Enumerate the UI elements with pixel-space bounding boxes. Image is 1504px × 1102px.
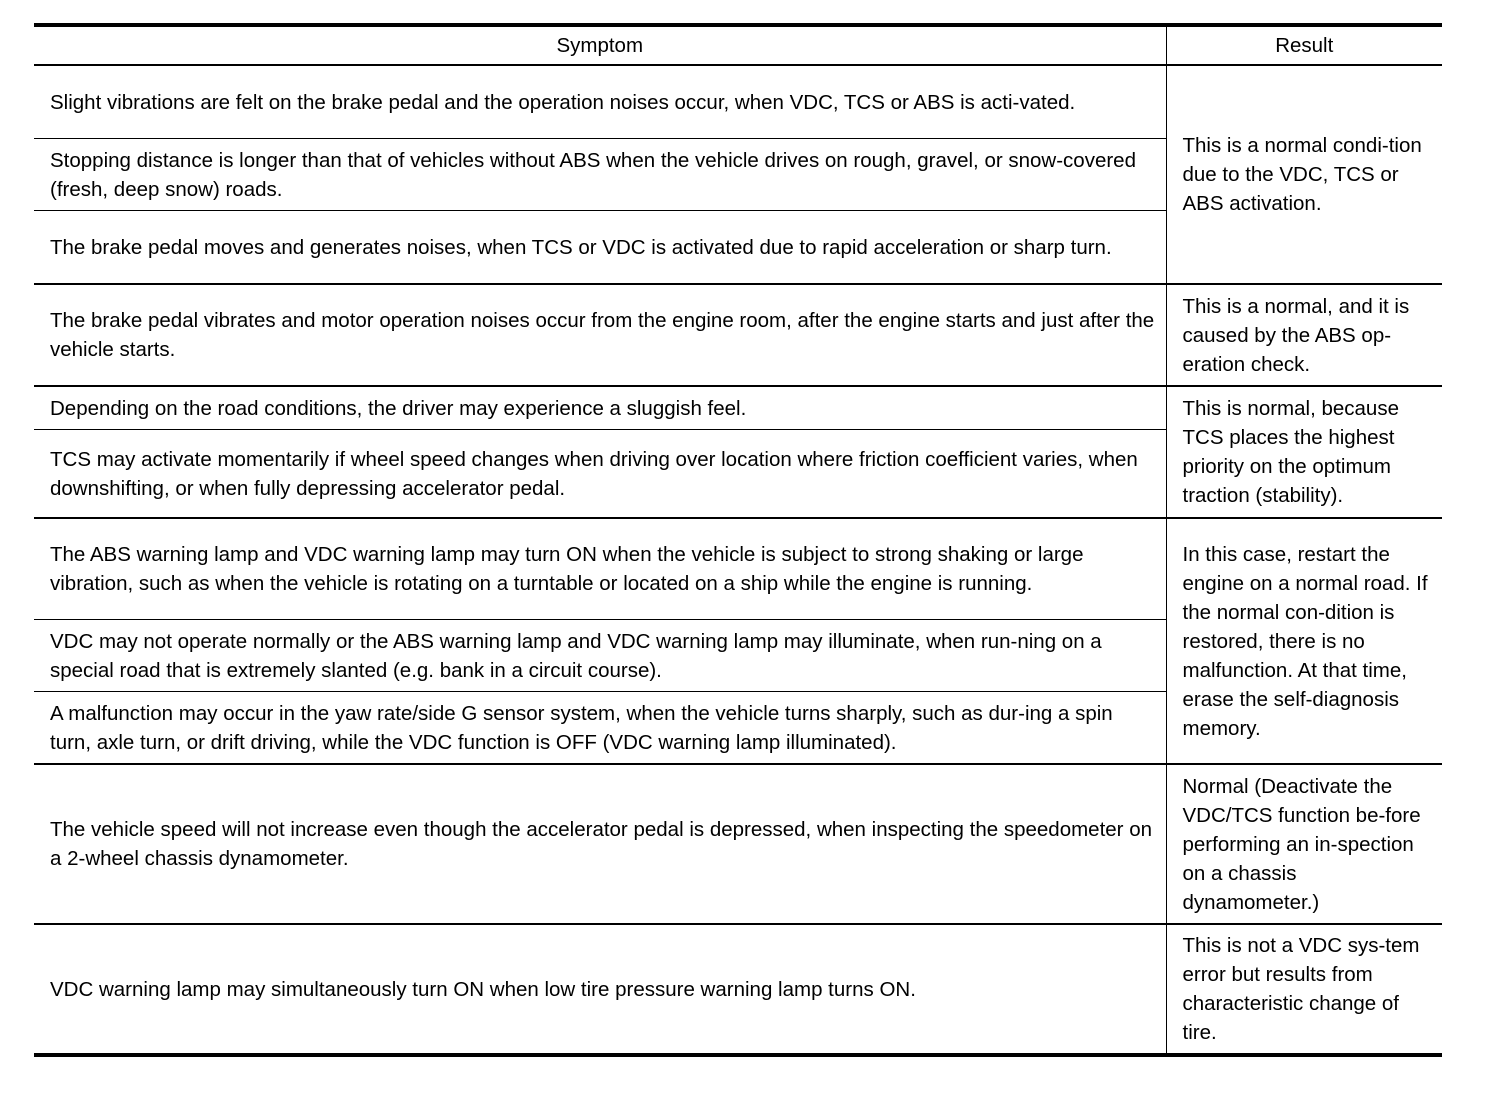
symptom-cell: Depending on the road conditions, the driver may experience a sluggish feel. bbox=[34, 386, 1166, 430]
symptom-cell: VDC may not operate normally or the ABS warning lamp and VDC warning lamp may illuminate, when run-ning on a special road that is extremely slanted (e.g. bank in a circuit course). bbox=[34, 620, 1166, 692]
result-cell: This is not a VDC sys-tem error but results from characteristic change of tire. bbox=[1166, 924, 1442, 1055]
symptom-cell: TCS may activate momentarily if wheel speed changes when driving over location where friction coefficient varies, when downshifting, or when fully depressing accelerator pedal. bbox=[34, 430, 1166, 519]
table-header-row bbox=[34, 25, 1442, 65]
symptom-cell: The ABS warning lamp and VDC warning lamp may turn ON when the vehicle is subject to strong shaking or large vibration, such as when the vehicle is rotating on a turntable or located on a ship while the engine is running. bbox=[34, 518, 1166, 620]
symptom-cell: VDC warning lamp may simultaneously turn ON when low tire pressure warning lamp turns ON. bbox=[34, 924, 1166, 1055]
result-cell: Normal (Deactivate the VDC/TCS function be-fore performing an in-spection on a chassis dynamometer.) bbox=[1166, 764, 1442, 924]
table-row bbox=[34, 518, 1442, 620]
result-cell: This is a normal, and it is caused by the ABS op-eration check. bbox=[1166, 284, 1442, 386]
result-cell: This is a normal condi-tion due to the VDC, TCS or ABS activation. bbox=[1182, 134, 1422, 215]
header-result: Result bbox=[1166, 25, 1442, 65]
table-row bbox=[34, 924, 1442, 1055]
symptom-cell: Stopping distance is longer than that of vehicles without ABS when the vehicle drives on rough, gravel, or snow-covered (fresh, deep snow) roads. bbox=[34, 139, 1166, 211]
result-cell: This is normal, because TCS places the highest priority on the optimum traction (stability). bbox=[1166, 386, 1442, 518]
table-row bbox=[34, 386, 1442, 430]
table-row bbox=[34, 284, 1442, 386]
symptom-cell: The brake pedal vibrates and motor operation noises occur from the engine room, after the engine starts and just after the vehicle starts. bbox=[34, 284, 1166, 386]
header-symptom: Symptom bbox=[34, 25, 1166, 65]
symptom-result-table bbox=[34, 23, 1442, 1057]
symptom-cell: Slight vibrations are felt on the brake pedal and the operation noises occur, when VDC, TCS or ABS is acti-vated. bbox=[34, 65, 1166, 139]
symptom-cell: The brake pedal moves and generates noises, when TCS or VDC is activated due to rapid acceleration or sharp turn. bbox=[34, 211, 1166, 285]
symptom-cell: The vehicle speed will not increase even though the accelerator pedal is depressed, when inspecting the speedometer on a 2-wheel chassis dynamometer. bbox=[34, 764, 1166, 924]
result-cell: In this case, restart the engine on a normal road. If the normal con-dition is restored, there is no malfunction. At that time, erase the self-diagnosis memory. bbox=[1166, 518, 1442, 764]
table-row bbox=[34, 764, 1442, 924]
symptom-result-table-container bbox=[34, 23, 1442, 1057]
table-row bbox=[34, 65, 1442, 139]
symptom-cell: A malfunction may occur in the yaw rate/side G sensor system, when the vehicle turns sharply, such as dur-ing a spin turn, axle turn, or drift driving, while the VDC function is OFF (VDC warning lamp illuminated). bbox=[34, 692, 1166, 765]
